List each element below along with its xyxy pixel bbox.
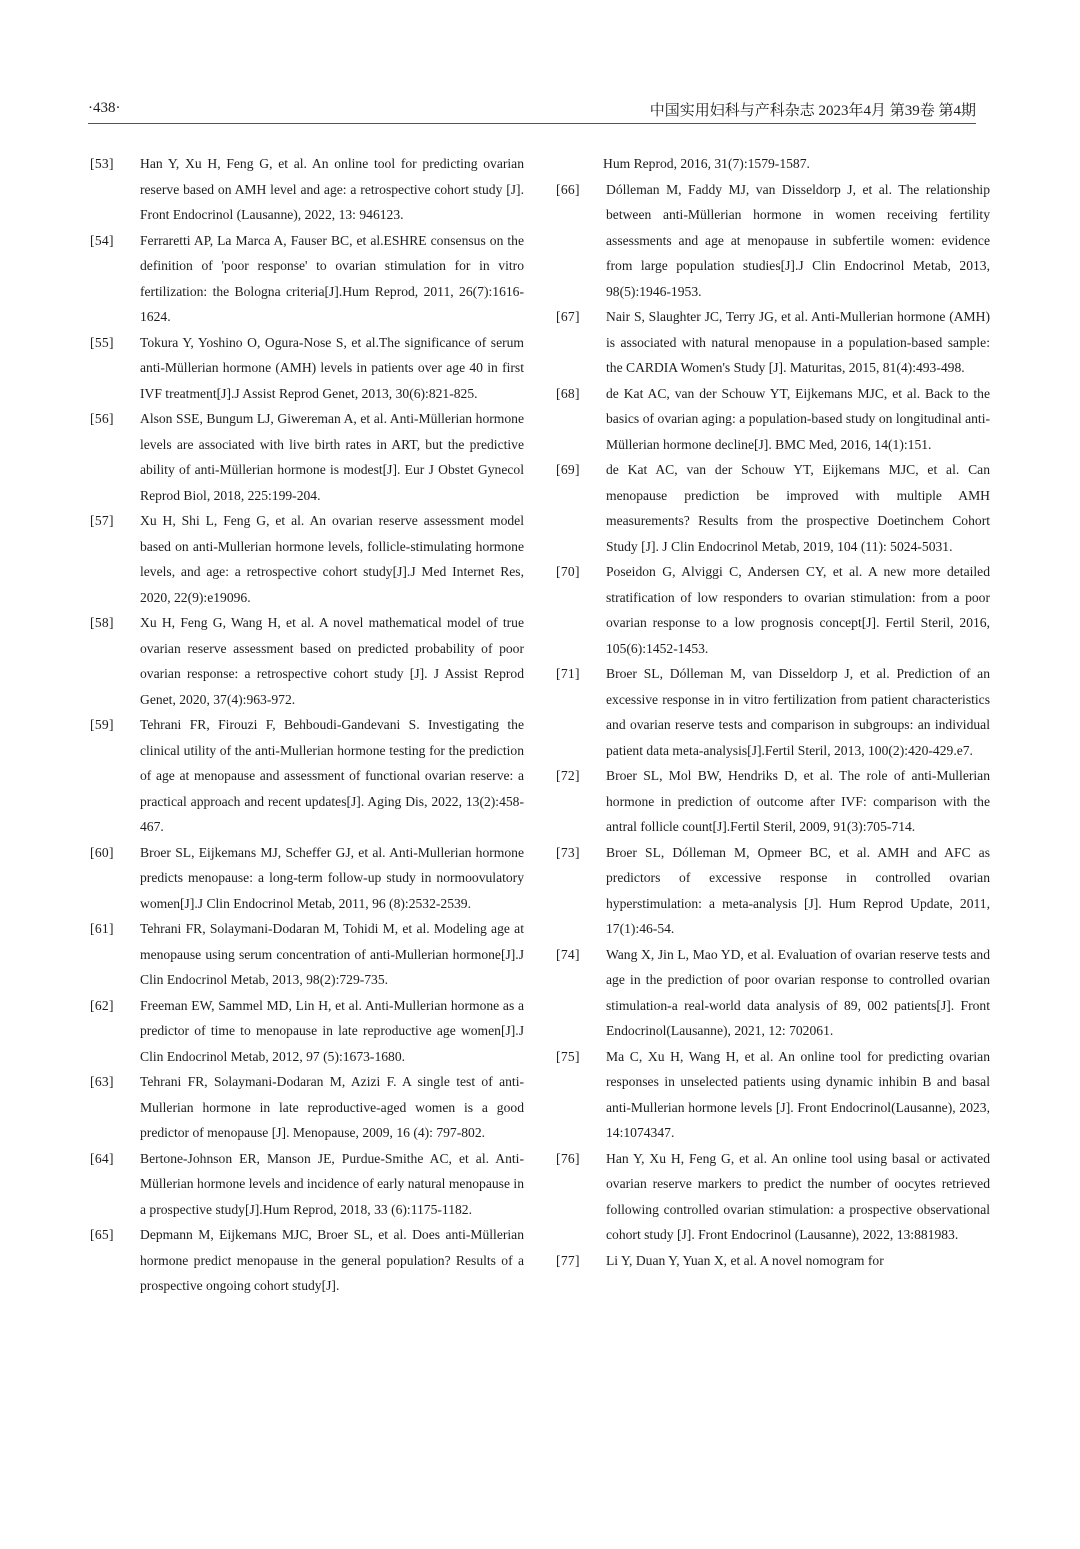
reference-number: [55] (90, 334, 114, 350)
reference-number: [59] (90, 717, 114, 732)
page-number: ·438· (88, 100, 121, 116)
reference-entry (556, 1044, 990, 1146)
reference-text: Li Y, Duan Y, Yuan X, et al. A novel nomogram for (606, 1252, 884, 1268)
journal-header: 中国实用妇科与产科杂志 2023年4月 第39卷 第4期 (649, 103, 976, 119)
reference-number: [76] (556, 1150, 580, 1166)
reference-text: Tehrani FR, Solaymani-Dodaran M, Azizi F. A single test of anti-Mullerian hormone in late reproductive-aged women is a good predictor of menopause [J]. Menopause, 2009, 16 (4): 797-802. (140, 1074, 524, 1140)
reference-entry (556, 763, 990, 840)
reference-number: [67] (556, 309, 580, 324)
reference-text: Tehrani FR, Firouzi F, Behboudi-Gandevani S. Investigating the clinical utility of the anti-Mullerian hormone testing for the prediction of age at menopause and assessment of functional ovarian reserve: a practical approach and recent updates[J]. Aging Dis, 2022, 13(2):458-467. (140, 717, 524, 834)
reference-entry (90, 151, 524, 228)
reference-text: Broer SL, Eijkemans MJ, Scheffer GJ, et al. Anti-Mullerian hormone predicts menopause: a long-term follow-up study in normoovulatory women[J].J Clin Endocrinol Metab, 2011, 96 (8):2532-2539. (140, 844, 524, 911)
header-rule (88, 123, 976, 124)
reference-number: [62] (90, 997, 114, 1013)
reference-entry (90, 610, 524, 712)
references-right-column (556, 151, 990, 1273)
reference-text: Han Y, Xu H, Feng G, et al. An online tool for predicting ovarian reserve based on AMH level and age: a retrospective cohort study [J]. Front Endocrinol (Lausanne), 2022, 13: 946123. (140, 156, 524, 222)
reference-number: [68] (556, 385, 580, 401)
reference-number: [77] (556, 1252, 580, 1268)
reference-text: Dólleman M, Faddy MJ, van Disseldorp J, et al. The relationship between anti-Müllerian hormone in women receiving fertility assessments and age at menopause in subfertile women: evidence from large population studies[J].J Clin Endocrinol Metab, 2013, 98(5):1946-1953. (606, 181, 990, 299)
reference-number: [61] (90, 921, 114, 936)
reference-entry (90, 1146, 524, 1223)
reference-number: [74] (556, 946, 580, 962)
reference-number: [75] (556, 1048, 580, 1064)
reference-continuation: Hum Reprod, 2016, 31(7):1579-1587. (603, 156, 810, 171)
reference-entry (556, 457, 990, 559)
reference-entry (556, 1248, 990, 1274)
reference-text: Wang X, Jin L, Mao YD, et al. Evaluation of ovarian reserve tests and age in the prediction of poor ovarian response to controlled ovarian stimulation-a real-world data analysis of 89, 002 patients[J]. Front Endocrinol(Lausanne), 2021, 12: 702061. (606, 946, 990, 1038)
reference-text: de Kat AC, van der Schouw YT, Eijkemans MJC, et al. Back to the basics of ovarian aging: a population-based study on longitudinal anti-Müllerian hormone decline[J]. BMC Med, 2016, 14(1):151. (606, 385, 990, 452)
reference-text: Freeman EW, Sammel MD, Lin H, et al. Anti-Mullerian hormone as a predictor of time to menopause in late reproductive age women[J].J Clin Endocrinol Metab, 2012, 97 (5):1673-1680. (140, 997, 524, 1064)
reference-text: Alson SSE, Bungum LJ, Giwereman A, et al. Anti-Müllerian hormone levels are associated with live birth rates in ART, but the predictive ability of anti-Müllerian hormone is modest[J]. Eur J Obstet Gynecol Reprod Biol, 2018, 225:199-204. (140, 411, 524, 503)
reference-entry (556, 840, 990, 942)
reference-text: Broer SL, Mol BW, Hendriks D, et al. The role of anti-Mullerian hormone in prediction of outcome after IVF: comparison with the antral follicle count[J].Fertil Steril, 2009, 91(3):705-714. (606, 768, 990, 834)
reference-entry (556, 1146, 990, 1248)
reference-entry (90, 330, 524, 407)
reference-text: Tokura Y, Yoshino O, Ogura-Nose S, et al.The significance of serum anti-Müllerian hormone (AMH) levels in patients over age 40 in first IVF treatment[J].J Assist Reprod Genet, 2013, 30(6):821-825. (140, 334, 524, 401)
reference-text: Broer SL, Dólleman M, Opmeer BC, et al. AMH and AFC as predictors of excessive response in controlled ovarian hyperstimulation: a meta-analysis [J]. Hum Reprod Update, 2011, 17(1):46-54. (606, 844, 990, 936)
reference-number: [53] (90, 156, 114, 171)
reference-number: [54] (90, 232, 114, 248)
reference-entry (90, 916, 524, 993)
reference-number: [65] (90, 1227, 114, 1242)
reference-number: [72] (556, 768, 580, 783)
reference-entry (90, 1222, 524, 1299)
reference-number: [56] (90, 411, 114, 426)
reference-entry (556, 177, 990, 305)
reference-text: Xu H, Shi L, Feng G, et al. An ovarian reserve assessment model based on anti-Mullerian hormone levels, follicle-stimulating hormone levels, and age: a retrospective cohort study[J].J Med Internet Res, 2020, 22(9):e19096. (140, 513, 524, 605)
reference-text: Bertone-Johnson ER, Manson JE, Purdue-Smithe AC, et al. Anti-Müllerian hormone levels and incidence of early natural menopause in a prospective study[J].Hum Reprod, 2018, 33 (6):1175-1182. (140, 1150, 524, 1217)
reference-entry (556, 661, 990, 763)
reference-text: Broer SL, Dólleman M, van Disseldorp J, et al. Prediction of an excessive response in in vitro fertilization from patient characteristics and ovarian reserve tests and comparison in subgroups: an individual patient data meta-analysis[J].Fertil Steril, 2013, 100(2):420-429.e7. (606, 666, 990, 758)
reference-number: [70] (556, 564, 580, 579)
reference-entry (90, 228, 524, 330)
reference-entry (90, 993, 524, 1070)
reference-text: Nair S, Slaughter JC, Terry JG, et al. Anti-Mullerian hormone (AMH) is associated with natural menopause in a population-based sample: the CARDIA Women's Study [J]. Maturitas, 2015, 81(4):493-498. (606, 309, 990, 375)
reference-number: [66] (556, 181, 580, 197)
reference-entry (90, 508, 524, 610)
reference-number: [71] (556, 666, 580, 681)
reference-entry (90, 1069, 524, 1146)
reference-entry (556, 304, 990, 381)
reference-entry (556, 559, 990, 661)
reference-entry (556, 942, 990, 1044)
reference-text: de Kat AC, van der Schouw YT, Eijkemans MJC, et al. Can menopause prediction be improved with multiple AMH measurements? Results from the prospective Doetinchem Cohort Study [J]. J Clin Endocrinol Metab, 2019, 104 (11): 5024-5031. (606, 462, 990, 554)
reference-number: [63] (90, 1074, 114, 1089)
reference-text: Ferraretti AP, La Marca A, Fauser BC, et al.ESHRE consensus on the definition of 'poor response' to ovarian stimulation for in vitro fertilization: the Bologna criteria[J].Hum Reprod, 2011, 26(7):1616-1624. (140, 232, 524, 324)
reference-number: [60] (90, 844, 114, 860)
reference-entry (556, 381, 990, 458)
reference-number: [73] (556, 844, 580, 860)
reference-number: [69] (556, 462, 580, 477)
reference-number: [64] (90, 1150, 114, 1166)
reference-text: Depmann M, Eijkemans MJC, Broer SL, et al. Does anti-Müllerian hormone predict menopause in the general population? Results of a prospective ongoing cohort study[J]. (140, 1227, 524, 1293)
reference-entry (90, 406, 524, 508)
reference-text: Han Y, Xu H, Feng G, et al. An online tool using basal or activated ovarian reserve markers to predict the number of oocytes retrieved following controlled ovarian stimulation: a prospective observational cohort study [J]. Front Endocrinol (Lausanne), 2022, 13:881983. (606, 1150, 990, 1242)
reference-number: [57] (90, 513, 114, 528)
reference-text: Ma C, Xu H, Wang H, et al. An online tool for predicting ovarian responses in unselected patients using dynamic inhibin B and basal anti-Mullerian hormone levels [J]. Front Endocrinol(Lausanne), 2023, 14:1074347. (606, 1048, 990, 1140)
reference-entry (90, 712, 524, 840)
reference-text: Xu H, Feng G, Wang H, et al. A novel mathematical model of true ovarian reserve assessment based on predicted probability of poor ovarian response: a retrospective cohort study [J]. J Assist Reprod Genet, 2020, 37(4):963-972. (140, 615, 524, 707)
reference-number: [58] (90, 615, 114, 630)
reference-text: Tehrani FR, Solaymani-Dodaran M, Tohidi M, et al. Modeling age at menopause using serum concentration of anti-Mullerian hormone[J].J Clin Endocrinol Metab, 2013, 98(2):729-735. (140, 921, 524, 987)
reference-entry (90, 840, 524, 917)
reference-text: Poseidon G, Alviggi C, Andersen CY, et al. A new more detailed stratification of low responders to ovarian stimulation: from a poor ovarian response to a low prognosis concept[J]. Fertil Steril, 2016, 105(6):1452-1453. (606, 564, 990, 656)
references-left-column (90, 151, 524, 1299)
